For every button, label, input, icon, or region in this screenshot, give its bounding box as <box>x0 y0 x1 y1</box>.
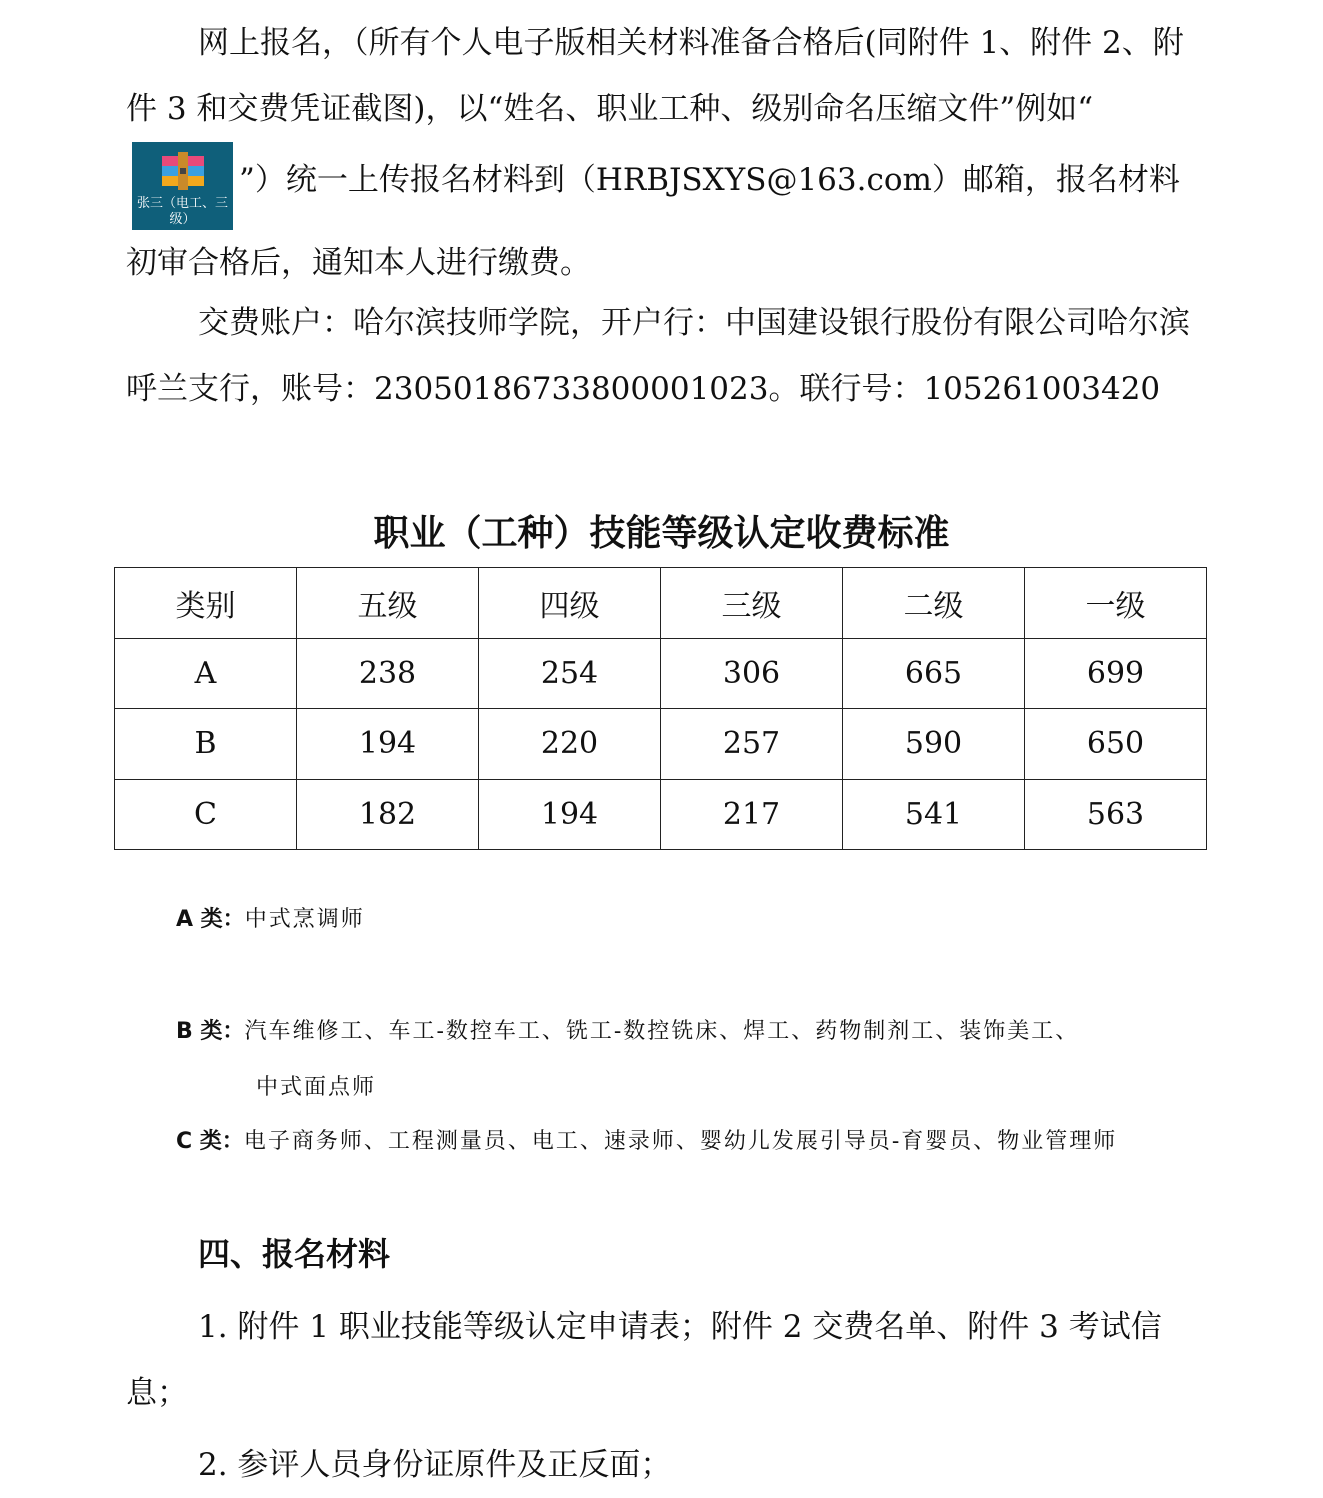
fee-table <box>114 567 1207 850</box>
table-cell: 217 <box>661 779 843 850</box>
class-c-label: C 类： <box>176 1129 244 1154</box>
table-cell: B <box>115 709 297 780</box>
table-cell: 699 <box>1025 638 1207 709</box>
class-c-text: 电子商务师、工程测量员、电工、速录师、婴幼儿发展引导员-育婴员、物业管理师 <box>243 1129 1118 1154</box>
table-cell: 220 <box>479 709 661 780</box>
rar-archive-icon <box>132 142 233 230</box>
table-cell: 563 <box>1025 779 1207 850</box>
class-a-label: A 类： <box>176 907 245 932</box>
table-cell: 541 <box>843 779 1025 850</box>
table-row <box>115 709 1207 780</box>
class-c-note <box>176 1114 1186 1170</box>
class-a-note <box>176 892 1186 948</box>
table-cell: 306 <box>661 638 843 709</box>
registration-text-1: 网上报名，（所有个人电子版相关材料准备合格后(同附件 1、附件 2、附件 3 和交费凭证截图)，以“姓名、职业工种、级别命名压缩文件”例如“ <box>126 25 1184 127</box>
table-cell: 257 <box>661 709 843 780</box>
section-heading: 四、报名材料 <box>198 1235 391 1273</box>
header-level-1: 一级 <box>1025 568 1207 639</box>
table-cell: 254 <box>479 638 661 709</box>
table-cell: 182 <box>297 779 479 850</box>
table-row <box>115 638 1207 709</box>
table-cell: A <box>115 638 297 709</box>
archive-books-icon <box>158 150 208 192</box>
archive-caption: 张三（电工、三级） <box>136 196 228 227</box>
header-level-2: 二级 <box>843 568 1025 639</box>
table-cell: 238 <box>297 638 479 709</box>
class-b-label: B 类： <box>176 1019 245 1044</box>
table-cell: 194 <box>479 779 661 850</box>
registration-text-2: ”）统一上传报名材料到（HRBJSXYS@163.com）邮箱，报名材料初审合格后，通知本人进行缴费。 <box>126 162 1180 281</box>
material-item-1: 1. 附件 1 职业技能等级认定申请表；附件 2 交费名单、附件 3 考试信息； <box>126 1309 1162 1411</box>
table-header-row <box>115 568 1207 639</box>
class-b-text: 汽车维修工、车工-数控车工、铣工-数控铣床、焊工、药物制剂工、装饰美工、 <box>244 1019 1080 1044</box>
table-row <box>115 779 1207 850</box>
table-cell: 194 <box>297 709 479 780</box>
table-cell: 650 <box>1025 709 1207 780</box>
header-level-4: 四级 <box>479 568 661 639</box>
header-category: 类别 <box>115 568 297 639</box>
header-level-3: 三级 <box>661 568 843 639</box>
table-cell: 590 <box>843 709 1025 780</box>
class-b-text-continued: 中式面点师 <box>256 1075 377 1100</box>
class-a-text: 中式烹调师 <box>244 907 365 932</box>
payment-account-paragraph: 交费账户：哈尔滨技师学院，开户行：中国建设银行股份有限公司哈尔滨呼兰支行，账号：23050186733800001023。联行号：105261003420 <box>126 305 1190 407</box>
table-cell: C <box>115 779 297 850</box>
header-level-5: 五级 <box>297 568 479 639</box>
table-cell: 665 <box>843 638 1025 709</box>
registration-paragraph <box>126 10 1206 296</box>
material-item-2: 2. 参评人员身份证原件及正反面； <box>198 1447 672 1483</box>
class-b-note <box>176 1004 1186 1116</box>
fee-table-title: 职业（工种）技能等级认定收费标准 <box>373 513 950 554</box>
